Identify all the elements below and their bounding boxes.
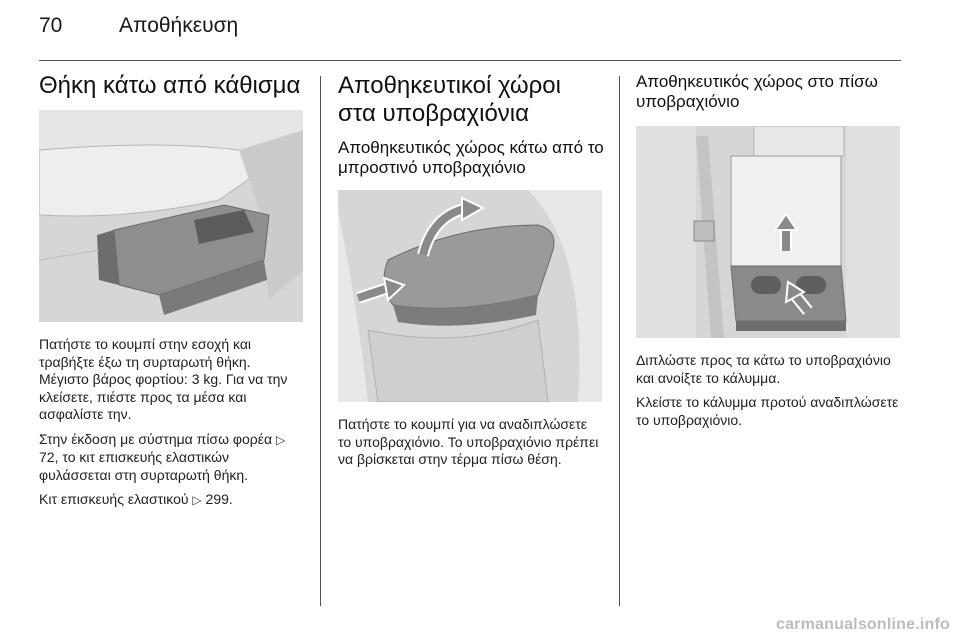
under-seat-paragraph-3 bbox=[39, 491, 303, 510]
front-armrest-subtitle: Αποθηκευτικός χώρος κάτω από το μπροστινό υποβραχιόνιο bbox=[338, 138, 604, 177]
under-seat-paragraph-2-cont: , το κιτ επισκευής ελαστικών φυλάσσεται στη συρταρωτή θήκη. bbox=[39, 449, 249, 483]
under-seat-paragraph-2 bbox=[39, 431, 303, 485]
page-ref-299: 299 bbox=[205, 491, 229, 507]
armrest-storage-title: Αποθηκευτικοί χώροι στα υποβραχιόνια bbox=[338, 72, 561, 127]
column-rear-armrest bbox=[636, 72, 902, 436]
page-ref-72: 72 bbox=[39, 449, 55, 465]
under-seat-paragraph-3-end: . bbox=[228, 491, 233, 507]
under-seat-drawer-illustration bbox=[39, 110, 303, 322]
rear-armrest-illustration bbox=[636, 126, 900, 338]
page-number: 70 bbox=[39, 14, 63, 37]
rear-armrest-paragraph-2: Κλείστε το κάλυμμα προτού αναδιπλώσετε το υποβραχιόνιο. bbox=[636, 394, 899, 428]
column-under-seat bbox=[39, 72, 303, 517]
rear-armrest-subtitle: Αποθηκευτικός χώρος στο πίσω υποβραχιόνιο bbox=[636, 72, 878, 111]
section-title: Αποθήκευση bbox=[119, 14, 239, 37]
under-seat-paragraph-2-text: Στην έκδοση με σύστημα πίσω φορέα bbox=[39, 430, 273, 447]
column-armrest-storage bbox=[338, 72, 604, 476]
column-divider-1 bbox=[320, 76, 321, 606]
under-seat-paragraph-1: Πατήστε το κουμπί στην εσοχή και τραβήξτε έξω τη συρταρωτή θήκη. Μέγιστο βάρος φορτίου: 3 kg. Για να την κλείσετε, πιέστε προς τα μέσα και ασφαλίστε την. bbox=[39, 336, 288, 422]
watermark: carmanualsonline.info bbox=[775, 616, 950, 633]
column-divider-2 bbox=[619, 76, 620, 606]
header-divider bbox=[39, 60, 901, 61]
under-seat-title: Θήκη κάτω από κάθισμα bbox=[39, 72, 301, 99]
front-armrest-illustration bbox=[338, 190, 602, 402]
under-seat-paragraph-3-text: Κιτ επισκευής ελαστικού bbox=[39, 491, 189, 507]
page-ref-icon: ▷ bbox=[192, 493, 202, 507]
rear-armrest-paragraph-1: Διπλώστε προς τα κάτω το υποβραχιόνιο και ανοίξτε το κάλυμμα. bbox=[636, 352, 891, 386]
front-armrest-paragraph: Πατήστε το κουμπί για να αναδιπλώσετε το υποβραχιόνιο. Το υποβραχιόνιο πρέπει να βρίσκεται στην τέρμα πίσω θέση. bbox=[338, 416, 599, 467]
page-ref-icon: ▷ bbox=[275, 432, 286, 447]
